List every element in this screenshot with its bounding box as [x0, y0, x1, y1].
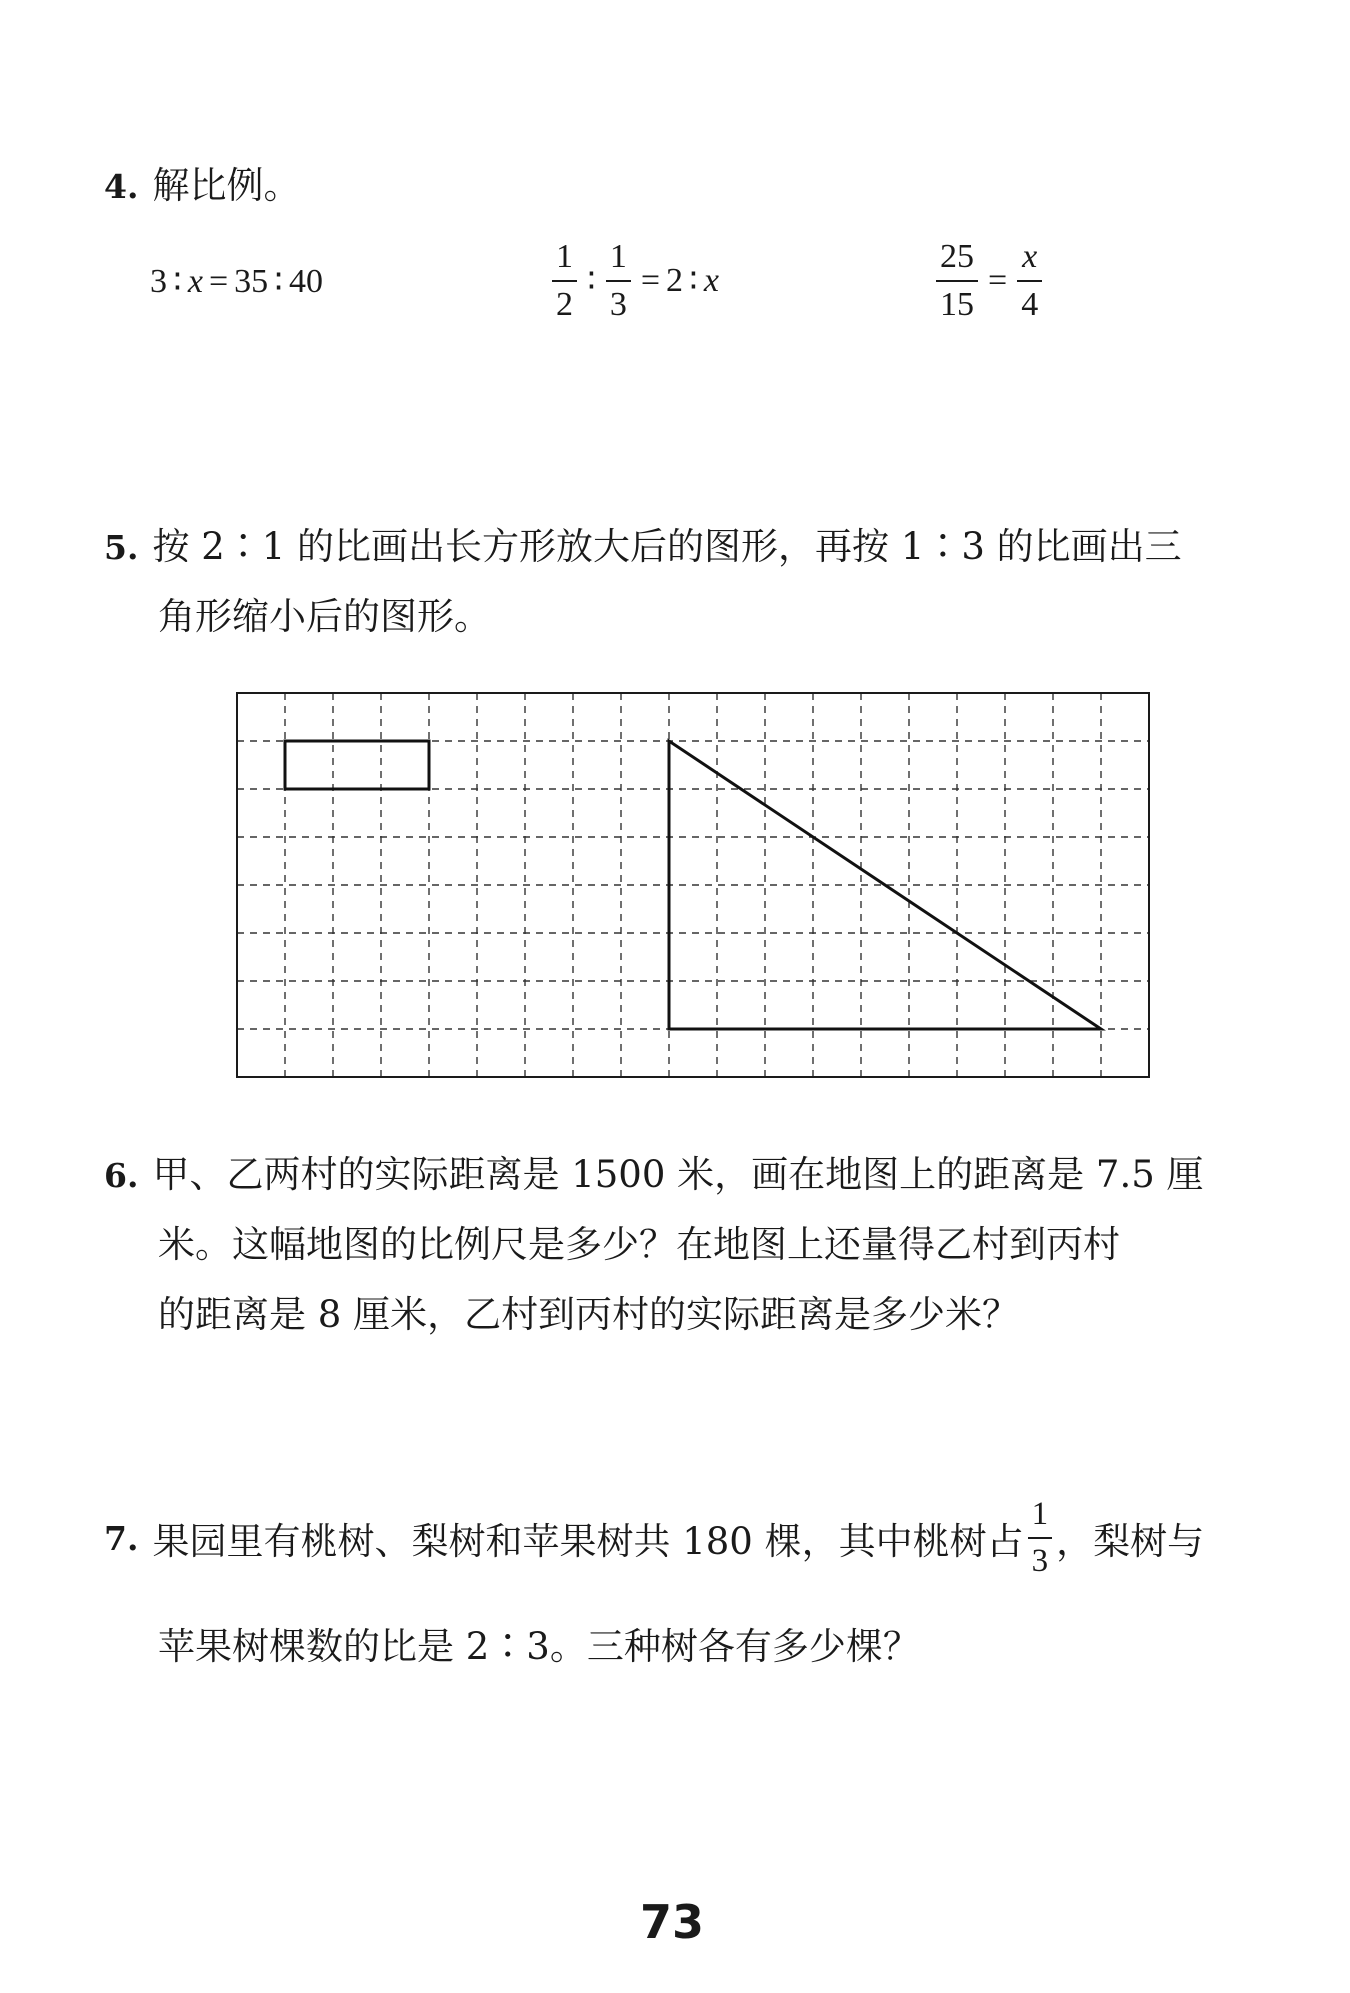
- rectangle-shape: [285, 741, 429, 789]
- term: 2: [666, 262, 684, 299]
- proportion-2: [548, 240, 719, 322]
- unknown-x: x: [187, 263, 203, 300]
- numerator: x: [1022, 238, 1038, 275]
- question-text: 果园里有桃树、梨树和苹果树共 180 棵，其中桃树占: [152, 1520, 1024, 1563]
- colon: ∶: [173, 264, 182, 301]
- question-text: 解比例。: [152, 164, 301, 207]
- colon: ∶: [689, 263, 698, 300]
- term: 3: [150, 263, 167, 300]
- equals-sign: =: [208, 263, 229, 300]
- question-6-line-3: 的距离是 8 厘米，乙村到丙村的实际距离是多少米？: [158, 1293, 1020, 1336]
- question-number: 4.: [104, 167, 139, 206]
- question-number: 7.: [104, 1518, 139, 1558]
- term: 40: [289, 263, 323, 300]
- numerator: 1: [556, 238, 573, 275]
- proportion-3: [932, 240, 1046, 322]
- fraction: [552, 240, 577, 322]
- question-7-line-2: 苹果树棵数的比是 2∶3。三种树各有多少棵？: [158, 1625, 920, 1668]
- fraction: [936, 240, 978, 322]
- question-number: 6.: [104, 1156, 139, 1195]
- numerator: 1: [609, 238, 627, 275]
- proportion-1: [150, 262, 323, 302]
- question-5-line-1: [104, 516, 1182, 570]
- colon: ∶: [587, 263, 596, 300]
- numerator: 1: [1031, 1496, 1049, 1532]
- question-text: 按 2∶1 的比画出长方形放大后的图形，再按 1∶3 的比画出三: [152, 525, 1182, 568]
- question-text: 甲、乙两村的实际距离是 1500 米，画在地图上的距离是 7.5 厘: [152, 1153, 1204, 1196]
- question-7-line-1: [104, 1498, 1204, 1578]
- denominator: 2: [552, 280, 577, 322]
- question-6-line-1: [104, 1144, 1204, 1198]
- question-5-line-2: 角形缩小后的图形。: [158, 595, 491, 638]
- question-4-title: [104, 164, 301, 207]
- numerator: 25: [940, 238, 974, 275]
- fraction: [1028, 1498, 1053, 1578]
- fraction: [1017, 240, 1042, 322]
- denominator: 4: [1017, 280, 1042, 322]
- term: 35: [234, 263, 269, 300]
- unknown-x: x: [703, 262, 719, 299]
- question-6-line-2: 米。这幅地图的比例尺是多少？在地图上还量得乙村到丙村: [158, 1223, 1120, 1266]
- colon: ∶: [274, 264, 283, 301]
- equals-sign: =: [640, 262, 661, 299]
- grid-figure: [236, 692, 1154, 1080]
- fraction: [606, 240, 631, 322]
- denominator: 3: [606, 280, 631, 322]
- page-number: 73: [640, 1895, 705, 1949]
- question-text-continued: ，梨树与: [1056, 1520, 1205, 1563]
- denominator: 15: [936, 280, 978, 322]
- equals-sign: =: [988, 262, 1008, 299]
- question-number: 5.: [104, 528, 139, 567]
- denominator: 3: [1028, 1537, 1053, 1578]
